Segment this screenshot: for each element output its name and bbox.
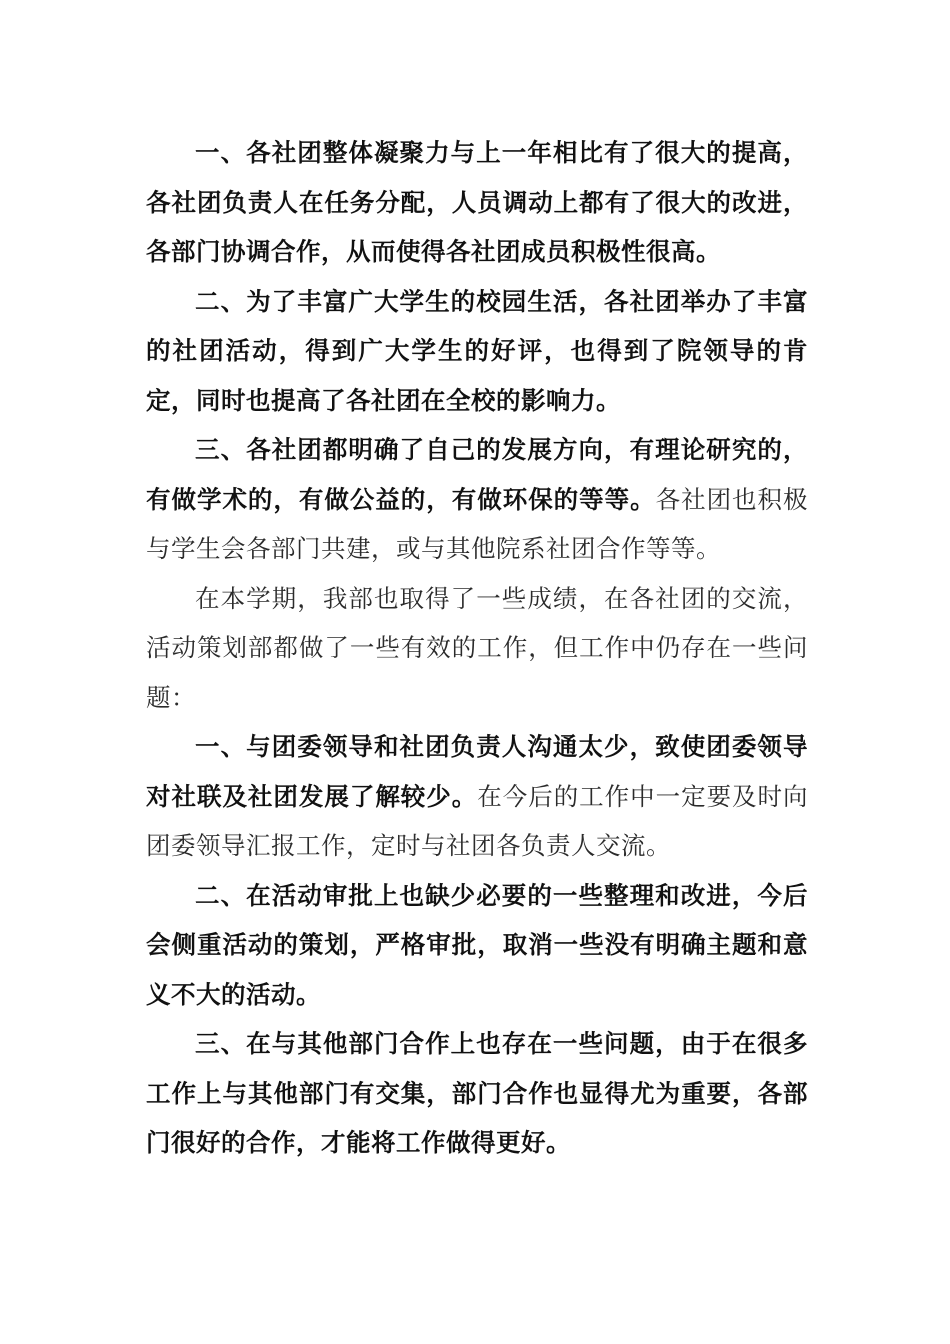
paragraph-4: [146, 574, 808, 723]
paragraph-3-text: 各社团也积极与学生会各部门共建，或与其他院系社团合作等等。: [146, 484, 809, 563]
paragraph-1: [146, 128, 808, 277]
document-page: [146, 128, 808, 1168]
paragraph-6-bold-text: 二、在活动审批上也缺少必要的一些整理和改进，今后会侧重活动的策划，严格审批，取消一些没有明确主题和意义不大的活动。: [146, 880, 808, 1009]
paragraph-6: [146, 871, 808, 1020]
paragraph-3-bold-text: 三、各社团都明确了自己的发展方向，有理论研究的，有做学术的，有做公益的，有做环保的等等。: [146, 435, 808, 514]
paragraph-5-bold-text: 一、与团委领导和社团负责人沟通太少，致使团委领导对社联及社团发展了解较少。: [146, 732, 808, 811]
paragraph-5: [146, 722, 808, 871]
paragraph-2-bold-text: 二、为了丰富广大学生的校园生活，各社团举办了丰富的社团活动，得到广大学生的好评，也得到了院领导的肯定，同时也提高了各社团在全校的影响力。: [146, 286, 808, 415]
paragraph-2: [146, 277, 808, 426]
paragraph-3: [146, 425, 808, 574]
paragraph-5-text: 在今后的工作中一定要及时向团委领导汇报工作，定时与社团各负责人交流。: [146, 781, 809, 860]
paragraph-7-bold-text: 三、在与其他部门合作上也存在一些问题，由于在很多工作上与其他部门有交集，部门合作也显得尤为重要，各部门很好的合作，才能将工作做得更好。: [146, 1029, 808, 1157]
paragraph-4-text: 在本学期，我部也取得了一些成绩，在各社团的交流，活动策划部都做了一些有效的工作，但工作中仍存在一些问题：: [146, 583, 808, 712]
paragraph-7: [146, 1019, 808, 1168]
paragraph-1-bold-text: 一、各社团整体凝聚力与上一年相比有了很大的提高，各社团负责人在任务分配，人员调动上都有了很大的改进，各部门协调合作，从而使得各社团成员积极性很高。: [146, 138, 808, 266]
